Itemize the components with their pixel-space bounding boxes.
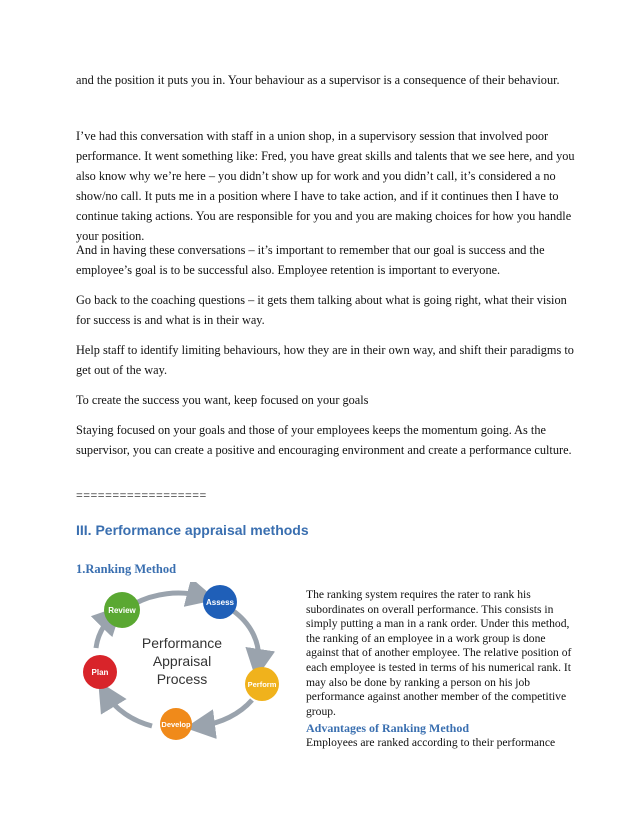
center-line-2: Appraisal	[152, 653, 212, 669]
advantages-text: Employees are ranked according to their performance	[306, 736, 556, 749]
paragraph-momentum: Staying focused on your goals and those of your employees keeps the momentum going. As the supervisor, you can create a positive and encouraging environment and create a performance culture.	[76, 423, 572, 457]
step-label: Develop	[161, 720, 191, 729]
step-label: Review	[108, 606, 136, 615]
paragraph-conversation: I’ve had this conversation with staff in a union shop, in a supervisory session that involved poor performance. It went something like: Fred, you have great skills and talents that we see here, and you also know why we’re here – you didn’t show up for work and you didn’t call, it’s considered a no show/no call. It puts me in a position where I have to take action, and if it continues then I have to continue taking actions. You are responsible for you and you are making choices for how you handle your position.	[76, 129, 575, 243]
paragraph-focus-title: To create the success you want, keep focused on your goals	[76, 393, 369, 407]
step-review	[104, 592, 140, 628]
section-heading: III. Performance appraisal methods	[76, 522, 309, 538]
step-label: Perform	[247, 680, 277, 689]
paragraph-limiting: Help staff to identify limiting behaviours, how they are in their own way, and shift their paradigms to get out of the way.	[76, 343, 574, 377]
diagram-center-title	[142, 635, 222, 687]
step-label: Assess	[205, 598, 235, 607]
center-line-3: Process	[156, 671, 208, 687]
advantages-heading: Advantages of Ranking Method	[306, 721, 470, 735]
paragraph-goal: And in having these conversations – it’s important to remember that our goal is success and the employee’s goal is to be successful also. Employee retention is important to everyone.	[76, 243, 545, 277]
step-perform	[245, 667, 279, 701]
center-line-1: Performance	[141, 635, 223, 651]
divider-line: ==================	[76, 488, 207, 502]
subheading-ranking-method: 1.Ranking Method	[76, 562, 177, 576]
step-plan	[83, 655, 117, 689]
performance-appraisal-diagram	[82, 582, 282, 740]
paragraph-intro: and the position it puts you in. Your behaviour as a supervisor is a consequence of their behaviour.	[76, 73, 560, 87]
step-develop	[160, 708, 192, 740]
step-label: Plan	[91, 668, 109, 677]
step-assess	[203, 585, 237, 619]
ranking-method-description: The ranking system requires the rater to rank his subordinates on overall performance. This consists in simply putting a man in a rank order. Under this method, the ranking of an employee in a work group is done against that of another employee. The relative position of each employee is tested in terms of his numerical rank. It may also be done by ranking a person on his job performance against another member of the competitive group.	[306, 588, 572, 718]
paragraph-coaching: Go back to the coaching questions – it gets them talking about what is going right, what their vision for success is and what is in their way.	[76, 293, 567, 327]
